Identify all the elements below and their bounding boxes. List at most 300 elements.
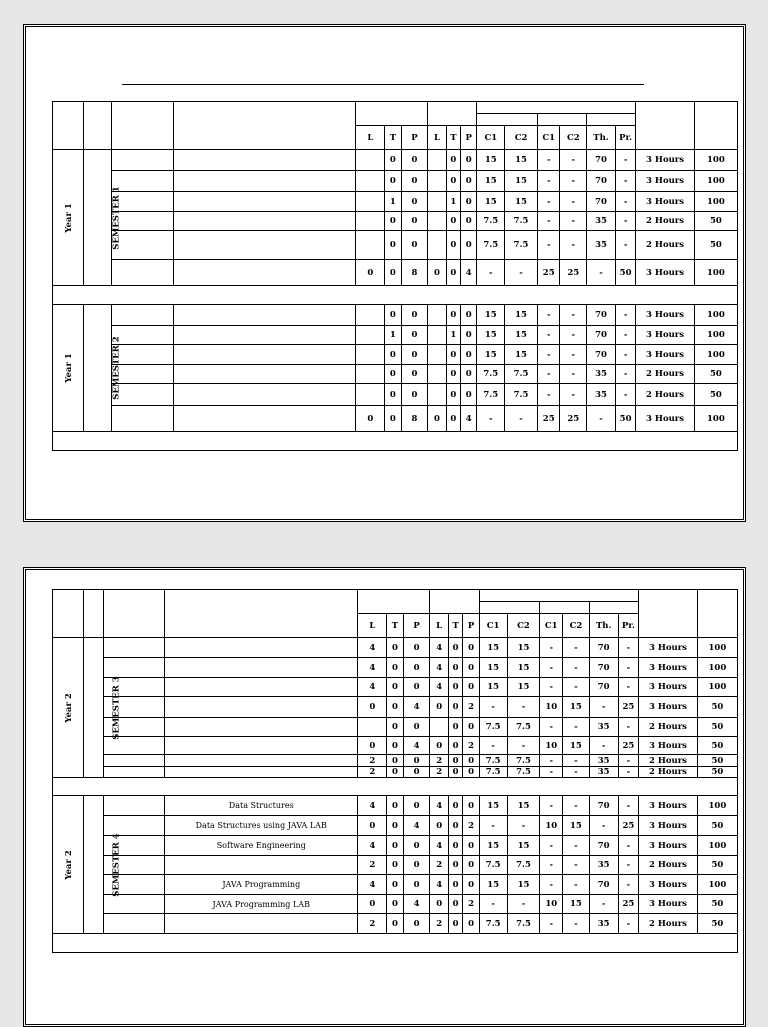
semester-label: SEMESTER 1 [111, 185, 122, 250]
subject-name [165, 767, 358, 778]
table-cell: 0 [385, 150, 401, 171]
table-cell: 100 [694, 171, 737, 192]
table-cell: 2 Hours [636, 231, 694, 260]
table-cell: 3 Hours [636, 345, 694, 365]
header-cell [589, 602, 638, 614]
table-cell: 0 [448, 697, 462, 718]
table-cell: 3 Hours [636, 192, 694, 212]
table-row [53, 260, 738, 286]
header-cell [356, 102, 428, 126]
table-cell: 0 [387, 658, 403, 678]
table-cell: 25 [618, 816, 639, 836]
table-cell: 4 [461, 260, 477, 286]
table-cell: - [537, 305, 560, 326]
table-cell: 0 [448, 737, 462, 755]
table-cell: 50 [697, 767, 737, 778]
table-cell: 50 [694, 384, 737, 406]
table-cell: - [540, 875, 563, 895]
table-cell: - [563, 914, 590, 934]
table-cell: 3 Hours [636, 260, 694, 286]
table-cell: 3 Hours [636, 305, 694, 326]
semester-label: SEMESTER 3 [111, 675, 122, 740]
table-cell: 0 [358, 816, 387, 836]
header-cell [83, 590, 104, 638]
subject-name [165, 914, 358, 934]
table-cell: 4 [430, 796, 449, 816]
table-cell: 0 [448, 816, 462, 836]
table-cell: 3 Hours [639, 678, 698, 697]
table-cell: 0 [403, 875, 430, 895]
table-cell [428, 365, 446, 384]
course-code-cell [112, 260, 174, 286]
table-row [53, 697, 738, 718]
table-cell [356, 171, 385, 192]
header-cell [537, 114, 586, 126]
table-cell: 0 [461, 326, 477, 345]
table-cell: 0 [385, 365, 401, 384]
spacer-cell [53, 934, 738, 953]
subject-name [165, 755, 358, 767]
table-cell: 50 [615, 260, 636, 286]
header-cell [53, 102, 84, 150]
table-cell: 70 [589, 638, 618, 658]
spacer-row [53, 432, 738, 451]
table-cell: 70 [589, 678, 618, 697]
subject-name [165, 697, 358, 718]
table-cell: 0 [430, 895, 449, 914]
header-row [53, 590, 738, 602]
table-cell: - [507, 816, 540, 836]
table-cell: 15 [507, 836, 540, 856]
table-cell: 0 [403, 638, 430, 658]
course-code-cell [104, 658, 165, 678]
table-row [53, 345, 738, 365]
course-code-cell [104, 767, 165, 778]
table-cell: 0 [463, 796, 479, 816]
table-cell: 2 [463, 737, 479, 755]
header-label-l: L [428, 126, 446, 150]
table-cell: 100 [694, 260, 737, 286]
header-label-t: T [385, 126, 401, 150]
semester-cell [83, 150, 122, 286]
table-cell [428, 192, 446, 212]
table-cell: 2 Hours [636, 384, 694, 406]
table-cell: 0 [448, 875, 462, 895]
table-cell: - [560, 212, 587, 231]
header-cell [430, 590, 479, 614]
table-cell: 7.5 [507, 718, 540, 737]
table-cell: - [537, 192, 560, 212]
table-cell: 100 [697, 678, 737, 697]
table-cell: - [540, 836, 563, 856]
table-cell: 0 [446, 365, 460, 384]
table-cell [356, 365, 385, 384]
table-cell: - [560, 231, 587, 260]
header-label-t: T [446, 126, 460, 150]
table-cell: 0 [448, 718, 462, 737]
table-cell: 50 [697, 755, 737, 767]
table-cell: 25 [618, 697, 639, 718]
table-cell: 0 [446, 305, 460, 326]
header-label-c1: C1 [540, 614, 563, 638]
header-cell [694, 102, 737, 150]
table-cell: 35 [589, 767, 618, 778]
table-cell: 15 [479, 796, 507, 816]
table-cell: - [507, 737, 540, 755]
table-cell: 50 [697, 914, 737, 934]
table-cell: 15 [477, 171, 505, 192]
table-cell: 0 [358, 697, 387, 718]
header-label-pr: Pr. [618, 614, 639, 638]
table-cell: 2 [430, 755, 449, 767]
table-cell: 10 [540, 737, 563, 755]
header-cell [358, 590, 430, 614]
table-cell: 4 [358, 796, 387, 816]
subject-name [165, 718, 358, 737]
table-cell: - [537, 171, 560, 192]
table-cell: - [618, 718, 639, 737]
header-cell [636, 102, 694, 150]
table-cell [356, 326, 385, 345]
table-cell [428, 171, 446, 192]
table-cell: 100 [694, 305, 737, 326]
table-cell: 0 [387, 718, 403, 737]
table-cell: 0 [461, 212, 477, 231]
subject-name [173, 326, 356, 345]
table-cell: 4 [358, 638, 387, 658]
table-cell: 7.5 [505, 231, 538, 260]
table-cell [356, 231, 385, 260]
table-cell: 35 [587, 212, 616, 231]
subject-name: JAVA Programming LAB [165, 895, 358, 914]
table-cell: - [537, 384, 560, 406]
table-cell: 0 [430, 816, 449, 836]
table-cell: 2 Hours [639, 856, 698, 875]
table-cell: - [505, 406, 538, 432]
header-label-th: Th. [589, 614, 618, 638]
table-cell: 15 [479, 658, 507, 678]
table-cell: 15 [507, 678, 540, 697]
header-label-p: P [461, 126, 477, 150]
table-cell: 4 [403, 816, 430, 836]
table-cell: 0 [401, 365, 428, 384]
table-cell: 7.5 [507, 856, 540, 875]
subject-name: Data Structures [165, 796, 358, 816]
table-cell: 0 [463, 914, 479, 934]
table-cell: 0 [387, 737, 403, 755]
subject-name: JAVA Programming [165, 875, 358, 895]
table-cell: 0 [463, 755, 479, 767]
table-cell: 4 [358, 875, 387, 895]
table-cell: 0 [446, 260, 460, 286]
table-cell: 3 Hours [639, 895, 698, 914]
spacer-row [53, 934, 738, 953]
subject-name [173, 384, 356, 406]
table-cell: - [560, 365, 587, 384]
subject-name [173, 305, 356, 326]
table-cell: - [618, 914, 639, 934]
table-cell: 0 [387, 638, 403, 658]
table-cell: 0 [385, 212, 401, 231]
header-cell [112, 102, 174, 150]
table-cell: - [618, 796, 639, 816]
table-row [53, 384, 738, 406]
table-row [53, 192, 738, 212]
table-cell: 0 [387, 895, 403, 914]
table-row [53, 856, 738, 875]
table-cell: - [615, 345, 636, 365]
table-cell [356, 212, 385, 231]
table-row [53, 914, 738, 934]
course-code-cell [112, 305, 174, 326]
table-cell: 100 [694, 345, 737, 365]
table-cell: - [507, 697, 540, 718]
table-cell: 0 [403, 836, 430, 856]
table-header [53, 102, 738, 150]
course-code-cell [112, 150, 174, 171]
table-cell: 0 [403, 755, 430, 767]
course-code-cell [104, 914, 165, 934]
table-cell: 0 [448, 767, 462, 778]
table-cell: 0 [387, 914, 403, 934]
table-cell: 15 [505, 326, 538, 345]
table-cell: 35 [587, 384, 616, 406]
table-cell: 4 [430, 836, 449, 856]
semester-cell [83, 638, 122, 778]
subject-name [165, 658, 358, 678]
table-cell: - [589, 895, 618, 914]
header-cell [104, 590, 165, 638]
header-cell [165, 590, 358, 638]
table-cell: 0 [403, 914, 430, 934]
table-cell [428, 231, 446, 260]
header-label-c2: C2 [560, 126, 587, 150]
table-cell: 7.5 [479, 767, 507, 778]
table-cell [356, 345, 385, 365]
table-cell: 70 [587, 171, 616, 192]
subject-name [165, 638, 358, 658]
header-label-l: L [358, 614, 387, 638]
table-cell: 0 [463, 875, 479, 895]
year-label: Year 1 [63, 353, 74, 383]
table-cell: 7.5 [507, 755, 540, 767]
table-cell: 35 [589, 856, 618, 875]
table-cell: 100 [697, 796, 737, 816]
table-cell: 0 [387, 796, 403, 816]
table-cell: 0 [428, 260, 446, 286]
table-cell: - [618, 658, 639, 678]
table-cell: - [563, 767, 590, 778]
spacer-row [53, 778, 738, 796]
table-cell: - [587, 406, 616, 432]
subject-name: Data Structures using JAVA LAB [165, 816, 358, 836]
table-cell: 0 [387, 767, 403, 778]
table-cell: 15 [507, 658, 540, 678]
table-cell: 1 [446, 192, 460, 212]
header-label-c2: C2 [507, 614, 540, 638]
semester-cell [83, 305, 122, 432]
table-cell: 15 [563, 697, 590, 718]
table-cell: 0 [448, 895, 462, 914]
table-cell: 0 [448, 678, 462, 697]
table-cell [356, 305, 385, 326]
table-cell: - [479, 737, 507, 755]
header-label-c1: C1 [479, 614, 507, 638]
table-cell: 1 [385, 192, 401, 212]
table-cell: - [560, 345, 587, 365]
table-cell: 0 [463, 638, 479, 658]
table-cell: - [615, 326, 636, 345]
table-cell: 0 [401, 192, 428, 212]
table-cell: - [615, 365, 636, 384]
table-cell: 35 [589, 914, 618, 934]
table-cell: 7.5 [477, 365, 505, 384]
table-cell: 7.5 [507, 767, 540, 778]
table-cell: 10 [540, 816, 563, 836]
table-cell: 3 Hours [636, 406, 694, 432]
table-cell: 1 [385, 326, 401, 345]
table-cell: 15 [563, 895, 590, 914]
table-cell: 3 Hours [639, 796, 698, 816]
table-cell: - [540, 755, 563, 767]
table-cell: 2 [430, 767, 449, 778]
table-cell: 0 [356, 260, 385, 286]
table-cell: - [479, 697, 507, 718]
table-cell: 15 [507, 638, 540, 658]
table-cell: - [563, 856, 590, 875]
table-cell [428, 345, 446, 365]
table-cell: 35 [589, 755, 618, 767]
spacer-cell [53, 432, 738, 451]
table-cell: 50 [697, 697, 737, 718]
table-cell: 0 [403, 658, 430, 678]
table-cell: 25 [537, 406, 560, 432]
table-cell: 4 [403, 697, 430, 718]
table-cell: 7.5 [505, 212, 538, 231]
table-cell: 0 [387, 875, 403, 895]
table-cell: 0 [463, 856, 479, 875]
table-cell: 0 [387, 836, 403, 856]
table-cell: 4 [430, 875, 449, 895]
table-cell: 0 [385, 171, 401, 192]
table-cell: 0 [448, 796, 462, 816]
table-cell: 0 [401, 305, 428, 326]
table-cell: - [618, 836, 639, 856]
table-cell: 70 [587, 305, 616, 326]
table-body [53, 638, 738, 953]
table-cell: 3 Hours [639, 875, 698, 895]
table-cell: - [540, 914, 563, 934]
table-cell: - [540, 678, 563, 697]
table-cell: - [563, 638, 590, 658]
header-label-c2: C2 [563, 614, 590, 638]
table-cell: - [615, 305, 636, 326]
header-cell [428, 102, 477, 126]
table-row [53, 836, 738, 856]
table-cell: 70 [587, 345, 616, 365]
table-cell: 15 [479, 678, 507, 697]
table-cell: 0 [385, 260, 401, 286]
header-cell [477, 102, 636, 114]
table-cell: - [563, 836, 590, 856]
table-cell [358, 718, 387, 737]
year-label: Year 1 [63, 202, 74, 233]
table-cell: 15 [507, 796, 540, 816]
header-cell [540, 602, 589, 614]
table-cell: 7.5 [479, 856, 507, 875]
table-row [53, 718, 738, 737]
table-cell: 3 Hours [639, 836, 698, 856]
table-cell: 4 [430, 658, 449, 678]
table-cell: 4 [403, 737, 430, 755]
table-cell: 0 [401, 171, 428, 192]
subject-name [173, 231, 356, 260]
table-cell: 0 [358, 737, 387, 755]
table-cell: 0 [446, 384, 460, 406]
table-cell: 2 [430, 856, 449, 875]
table-row [53, 305, 738, 326]
table-cell: - [589, 816, 618, 836]
table-row [53, 365, 738, 384]
table-cell: - [563, 658, 590, 678]
table-cell: 4 [403, 895, 430, 914]
table-cell: 4 [430, 678, 449, 697]
table-cell [428, 212, 446, 231]
table-cell: 35 [587, 231, 616, 260]
table-cell: - [505, 260, 538, 286]
table-cell: 4 [358, 678, 387, 697]
table-cell: - [477, 406, 505, 432]
table-cell: 15 [479, 836, 507, 856]
table-row [53, 796, 738, 816]
table-cell: - [540, 718, 563, 737]
table-cell: - [563, 718, 590, 737]
table-cell: 0 [446, 406, 460, 432]
year-label: Year 2 [63, 692, 74, 723]
table-cell: - [560, 171, 587, 192]
table-row [53, 406, 738, 432]
table-cell: 50 [697, 856, 737, 875]
header-label-pr: Pr. [615, 126, 636, 150]
table-cell: 0 [448, 856, 462, 875]
table-cell: - [615, 171, 636, 192]
table-cell: 100 [694, 150, 737, 171]
table-cell: 0 [463, 658, 479, 678]
table-cell: 1 [446, 326, 460, 345]
table-cell: 100 [697, 875, 737, 895]
header-label-p: P [403, 614, 430, 638]
table-cell: 0 [387, 856, 403, 875]
table-cell: 0 [461, 305, 477, 326]
table-cell [430, 718, 449, 737]
table-cell: 70 [587, 192, 616, 212]
course-code-cell [104, 638, 165, 658]
page-2 [23, 567, 746, 1027]
table-cell: - [537, 345, 560, 365]
table-cell [428, 150, 446, 171]
header-cell [53, 590, 84, 638]
spacer-row [53, 286, 738, 305]
table-cell: - [540, 767, 563, 778]
course-code-cell [112, 406, 174, 432]
table-row [53, 737, 738, 755]
table-cell: 0 [356, 406, 385, 432]
table-cell: 0 [446, 150, 460, 171]
table-cell: - [563, 678, 590, 697]
spacer-cell [53, 778, 738, 796]
subject-name [173, 171, 356, 192]
table-cell [428, 326, 446, 345]
